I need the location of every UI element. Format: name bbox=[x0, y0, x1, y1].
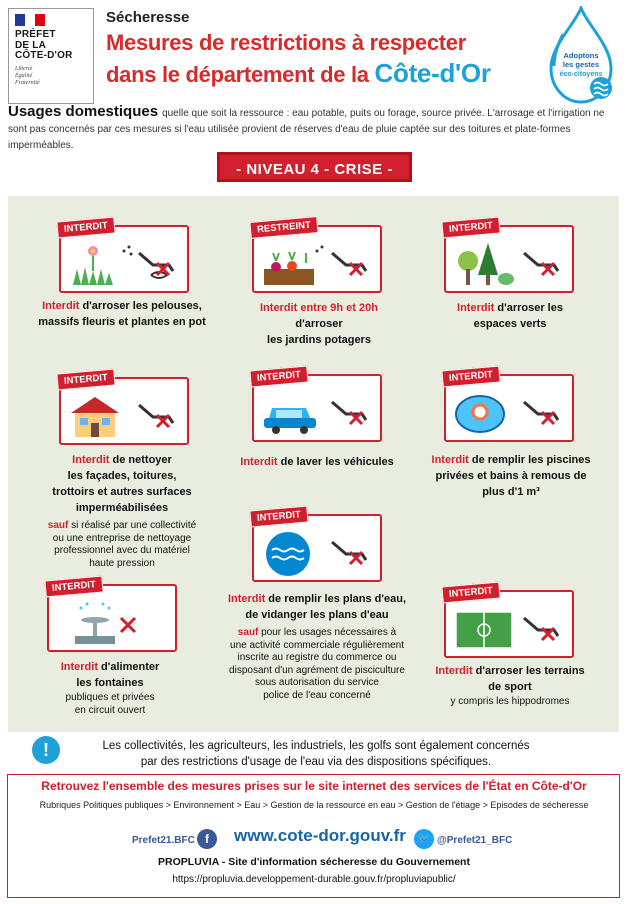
footer-headline: Retrouvez l'ensemble des mesures prises sur le site internet des services de l'État en Côte-d'Or bbox=[41, 779, 587, 793]
status-tag: INTERDIT bbox=[441, 217, 500, 239]
measure-card-facades bbox=[59, 372, 189, 445]
status-tag: INTERDIT bbox=[249, 506, 308, 528]
caption-line: de remplir les piscines bbox=[468, 454, 591, 466]
measure-card-lawns bbox=[59, 220, 189, 293]
measure-caption-green-spaces bbox=[410, 300, 610, 332]
measure-card-fountains bbox=[47, 579, 177, 652]
prefet-logo bbox=[8, 8, 94, 104]
intro-text: quelle que soit la ressource : eau potable, puits ou forage, source privée. L'arrosage et l'irrigation ne sont pas concernés par ces mesures si l'eau utilisée provient de réserves d'eau de pluie captée sur des toitures et plate-formes imperméables. bbox=[8, 108, 605, 151]
badge-line3: éco-citoyens bbox=[559, 71, 603, 78]
sub-line: professionnel avec du matériel bbox=[54, 545, 190, 556]
kw-interdit: Interdit bbox=[72, 454, 110, 466]
caption-line: de nettoyer bbox=[109, 454, 172, 466]
measure-caption-gardens bbox=[219, 300, 419, 348]
measure-caption-facades bbox=[22, 452, 222, 516]
kw-interdit: Interdit bbox=[42, 300, 80, 312]
sub-line: y compris les hippodromes bbox=[450, 696, 570, 707]
eco-gestures-badge bbox=[545, 6, 617, 106]
caption-line: d'arroser bbox=[295, 318, 343, 330]
propluvia-title: PROPLUVIA - Site d'information sécheresse du Gouvernement bbox=[158, 856, 470, 868]
motto-fraternite: Fraternité bbox=[15, 79, 40, 86]
measure-caption-sports-fields bbox=[410, 663, 610, 695]
caption-line: les fontaines bbox=[76, 677, 144, 689]
caption-line: d'arroser les bbox=[494, 302, 563, 314]
measure-exception-facades bbox=[22, 520, 222, 570]
caption-line: trottoirs et autres surfaces bbox=[52, 486, 192, 498]
status-tag: INTERDIT bbox=[56, 369, 115, 391]
measure-card-pools bbox=[444, 369, 574, 442]
sub-line: en circuit ouvert bbox=[74, 704, 146, 716]
measure-card-ponds bbox=[252, 509, 382, 582]
car-icon bbox=[262, 388, 374, 438]
sub-line: disposant d'un agrément de pisciculture bbox=[229, 664, 405, 676]
kw-interdit: Interdit bbox=[60, 661, 98, 673]
trees-icon bbox=[454, 239, 566, 289]
logo-line2: DE LA bbox=[15, 39, 46, 51]
caption-line: de remplir les plans d'eau, bbox=[265, 593, 407, 605]
sports-field-icon bbox=[454, 604, 566, 654]
kw-interdit: Interdit bbox=[435, 665, 473, 677]
propluvia-link[interactable]: https://propluvia.developpement-durable.gouv.fr/propluviapublic/ bbox=[172, 874, 456, 885]
caption-line: d'alimenter bbox=[97, 661, 160, 673]
status-tag: RESTREINT bbox=[249, 216, 318, 239]
measure-caption-vehicles bbox=[212, 454, 422, 470]
vegetable-garden-icon bbox=[262, 239, 374, 289]
logo-line1: PRÉFET bbox=[15, 29, 56, 40]
caption-line: privées et bains à remous de bbox=[435, 470, 587, 482]
sub-line: ou une entreprise de nettoyage bbox=[52, 532, 192, 544]
measure-caption-fountains bbox=[10, 659, 210, 691]
website-link[interactable]: www.cote-dor.gouv.fr bbox=[234, 826, 406, 845]
sub-line: si réalisé par une collectivité bbox=[68, 520, 197, 531]
logo-line3: CÔTE-D'OR bbox=[15, 50, 73, 61]
facebook-handle[interactable]: Prefet21.BFC bbox=[132, 835, 195, 846]
status-tag: INTERDIT bbox=[441, 366, 500, 388]
intro-paragraph bbox=[8, 104, 620, 154]
caption-line: les jardins potagers bbox=[267, 334, 371, 346]
measure-card-gardens bbox=[252, 219, 382, 293]
footer-breadcrumb: Rubriques Politiques publiques > Environnement > Eau > Gestion de la ressource en eau > Gestion de l'étiage > Episodes de sécheresse bbox=[39, 800, 589, 810]
kicker: Sécheresse bbox=[106, 9, 190, 26]
sub-line: police de l'eau concerné bbox=[263, 689, 371, 701]
intro-lead: Usages domestiques bbox=[8, 103, 159, 120]
pool-icon bbox=[454, 388, 566, 438]
kw-sauf: sauf bbox=[237, 627, 259, 638]
measure-caption-pools bbox=[406, 452, 616, 500]
title-place: Côte-d'Or bbox=[374, 58, 491, 88]
info-note bbox=[76, 738, 556, 770]
caption-line: plus d'1 m³ bbox=[482, 486, 540, 498]
status-tag: INTERDIT bbox=[56, 217, 115, 239]
motto-liberte: Liberté bbox=[15, 65, 33, 72]
sub-line: inscrite au registre du commerce ou bbox=[237, 652, 397, 663]
sub-line: une activité commerciale régulièrement bbox=[230, 639, 404, 651]
sub-line: sous autorisation du service bbox=[255, 677, 379, 688]
caption-line: d'arroser les pelouses, bbox=[79, 300, 202, 312]
info-line2: par des restrictions d'usage de l'eau via des dispositions spécifiques. bbox=[140, 756, 492, 768]
measure-caption-ponds bbox=[212, 591, 422, 623]
kw-sauf: sauf bbox=[47, 520, 69, 531]
caption-line: massifs fleuris et plantes en pot bbox=[38, 316, 206, 328]
kw-interdit: Interdit bbox=[240, 456, 278, 468]
measure-card-sports-fields bbox=[444, 585, 574, 658]
house-cleaning-icon bbox=[69, 391, 181, 441]
measure-card-green-spaces bbox=[444, 220, 574, 293]
twitter-handle[interactable]: @Prefet21_BFC bbox=[437, 835, 513, 846]
pond-icon bbox=[262, 528, 374, 578]
title-prefix: dans le département de la bbox=[106, 62, 369, 87]
sub-line: pour les usages nécessaires à bbox=[258, 627, 397, 638]
measure-card-vehicles bbox=[252, 369, 382, 442]
alert-level-banner: - NIVEAU 4 - CRISE - bbox=[217, 152, 412, 182]
caption-line: les façades, toitures, bbox=[67, 470, 177, 482]
measure-exception-ponds bbox=[202, 627, 432, 702]
page-title-line2 bbox=[106, 58, 491, 89]
caption-line: de vidanger les plans d'eau bbox=[245, 609, 389, 621]
motto-egalite: Égalité bbox=[15, 72, 33, 79]
badge-line1: Adoptons bbox=[563, 51, 599, 60]
facebook-icon[interactable]: f bbox=[197, 829, 217, 849]
twitter-icon[interactable]: 🐦 bbox=[414, 829, 434, 849]
caption-line: de sport bbox=[488, 681, 532, 693]
measure-caption-lawns bbox=[22, 298, 222, 330]
sub-line: publiques et privées bbox=[65, 692, 155, 703]
info-line1: Les collectivités, les agriculteurs, les industriels, les golfs sont également concernés bbox=[102, 740, 530, 752]
measure-note-sports-fields bbox=[410, 696, 610, 709]
status-tag: INTERDIT bbox=[44, 576, 103, 598]
badge-line2: les gestes bbox=[562, 60, 600, 69]
caption-line: imperméabilisées bbox=[75, 502, 169, 514]
kw-interdit-hours: Interdit entre 9h et 20h bbox=[260, 302, 378, 314]
caption-line: de laver les véhicules bbox=[277, 456, 394, 468]
french-flag-icon bbox=[15, 14, 45, 26]
page-title-line1: Mesures de restrictions à respecter bbox=[106, 30, 467, 55]
sub-line: haute pression bbox=[89, 557, 155, 569]
status-tag: INTERDIT bbox=[441, 582, 500, 604]
caption-line: d'arroser les terrains bbox=[472, 665, 585, 677]
lawn-watering-icon bbox=[69, 239, 181, 289]
caption-line: espaces verts bbox=[473, 318, 547, 330]
measure-note-fountains bbox=[10, 692, 210, 717]
status-tag: INTERDIT bbox=[249, 366, 308, 388]
fountain-icon bbox=[57, 598, 169, 648]
kw-interdit: Interdit bbox=[227, 593, 266, 605]
kw-interdit: Interdit bbox=[431, 454, 469, 466]
info-icon: ! bbox=[32, 736, 60, 764]
kw-interdit: Interdit bbox=[457, 302, 495, 314]
measures-panel bbox=[8, 196, 619, 732]
